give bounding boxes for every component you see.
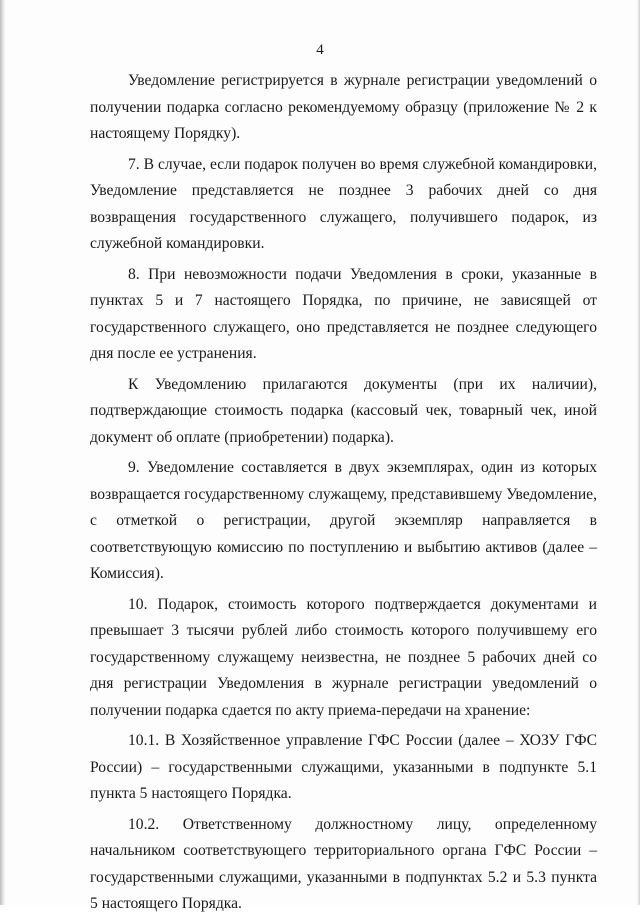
document-body	[90, 68, 597, 922]
paragraph-10: 10. Подарок, стоимость которого подтверждается документами и превышает 3 тысячи рублей либо стоимость которого получившему его государственному служащему неизвестна, не позднее 5 рабочих дней со дня регистрации Уведомления в журнале регистрации уведомлений о получении подарка сдается по акту приема-передачи на хранение:	[90, 595, 597, 719]
paragraph-7: 7. В случае, если подарок получен во время служебной командировки, Уведомление представляется не позднее 3 рабочих дней со дня возвращения государственного служащего, получившего подарок, из служебной командировки.	[90, 155, 597, 252]
page-number: 4	[316, 42, 324, 58]
paragraph-9: 9. Уведомление составляется в двух экземплярах, один из которых возвращается государственному служащему, представившему Уведомление, с отметкой о регистрации, другой экземпляр направляется в соответствующую комиссию по поступлению и выбытию активов (далее – Комиссия).	[90, 459, 598, 582]
paragraph-10-2: 10.2. Ответственному должностному лицу, определенному начальником соответствующего территориального органа ГФС России – государственными служащими, указанными в подпунктах 5.2 и 5.3 пункта 5 настоящего Порядка.	[90, 815, 597, 912]
scan-left-edge	[0, 0, 6, 905]
paragraph-attachments: К Уведомлению прилагаются документы (при их наличии), подтверждающие стоимость подарка (кассовый чек, товарный чек, иной документ об оплате (приобретении) подарка).	[90, 375, 597, 446]
paragraph-10-1: 10.1. В Хозяйственное управление ГФС России (далее – ХОЗУ ГФС России) – государственными служащими, указанными в подпункте 5.1 пункта 5 настоящего Порядка.	[90, 732, 597, 802]
paragraph-registration: Уведомление регистрируется в журнале регистрации уведомлений о получении подарка согласно рекомендуемому образцу (приложение № 2 к настоящему Порядку).	[90, 72, 597, 142]
paragraph-8: 8. При невозможности подачи Уведомления в сроки, указанные в пунктах 5 и 7 настоящего Порядка, по причине, не зависящей от государственного служащего, оно представляется не позднее следующего дня после ее устранения.	[90, 265, 597, 362]
